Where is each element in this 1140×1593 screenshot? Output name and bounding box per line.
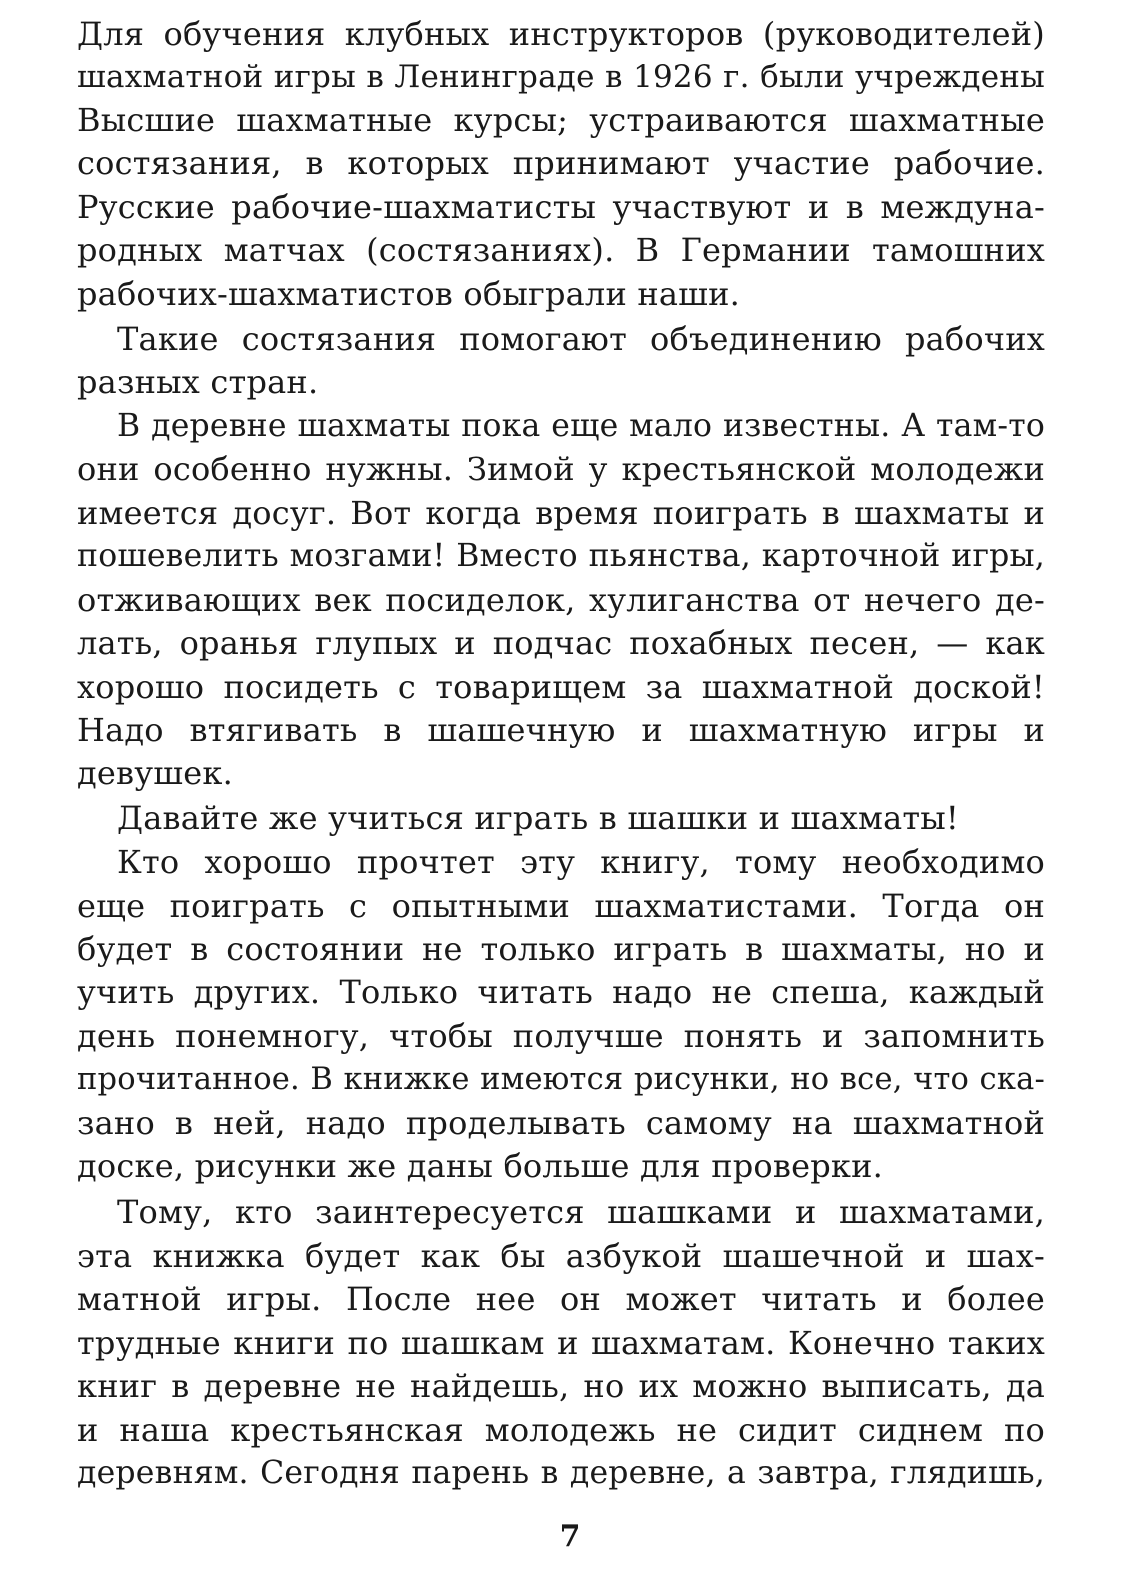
text-line: и наша крестьянская молодежь не сидит сиднем по	[77, 1411, 1045, 1449]
text-line: книг в деревне не найдешь, но их можно выписать, да	[77, 1367, 1045, 1405]
text-line: прочитанное. В книжке имеются рисунки, но все, что ска-	[77, 1062, 1045, 1097]
text-line: деревням. Сегодня парень в деревне, а завтра, глядишь,	[77, 1455, 1045, 1491]
text-line: рабочих-шахматистов обыграли наши.	[77, 275, 741, 313]
text-line: лать, оранья глупых и подчас похабных песен, — как	[77, 624, 1045, 662]
text-line: Кто хорошо прочтет эту книгу, тому необходимо	[117, 843, 1045, 881]
text-line: Такие состязания помогают объединению рабочих	[117, 320, 1045, 358]
text-line: зано в ней, надо проделывать самому на шахматной	[77, 1104, 1045, 1142]
text-line: В деревне шахматы пока еще мало известны. А там-то	[117, 408, 1045, 444]
text-line: отживающих век посиделок, хулиганства от нечего де-	[77, 581, 1045, 619]
text-line: хорошо посидеть с товарищем за шахматной доской!	[77, 668, 1045, 706]
text-line: Русские рабочие-шахматисты участвуют и в междуна-	[77, 188, 1045, 226]
text-line: Высшие шахматные курсы; устраиваются шахматные	[77, 101, 1045, 139]
text-line: будет в состоянии не только играть в шахматы, но и	[77, 930, 1045, 968]
text-line: состязания, в которых принимают участие рабочие.	[77, 144, 1045, 182]
text-line: матной игры. После нее он может читать и более	[77, 1280, 1045, 1318]
text-line: Давайте же учиться играть в шашки и шахматы!	[117, 799, 959, 837]
text-line: эта книжка будет как бы азбукой шашечной и шах-	[77, 1237, 1045, 1275]
text-line: имеется досуг. Вот когда время поиграть в шахматы и	[77, 494, 1045, 532]
text-line: родных матчах (состязаниях). В Германии тамошних	[77, 231, 1045, 269]
text-line: доске, рисунки же даны больше для проверки.	[77, 1147, 884, 1185]
text-line: учить других. Только читать надо не спеша, каждый	[77, 973, 1045, 1011]
text-line: Тому, кто заинтересуется шашками и шахматами,	[117, 1193, 1045, 1231]
text-line: Надо втягивать в шашечную и шахматную игры и	[77, 711, 1045, 749]
text-line: трудные книги по шашкам и шахматам. Конечно таких	[77, 1324, 1045, 1362]
text-line: Для обучения клубных инструкторов (руководителей)	[77, 15, 1045, 53]
text-line: день понемногу, чтобы получше понять и запомнить	[77, 1017, 1045, 1055]
text-line: шахматной игры в Ленинграде в 1926 г. были учреждены	[77, 59, 1045, 95]
text-line: пошевелить мозгами! Вместо пьянства, карточной игры,	[77, 538, 1045, 574]
text-line: разных стран.	[77, 363, 319, 401]
text-line: девушек.	[77, 754, 233, 792]
text-line: они особенно нужны. Зимой у крестьянской молодежи	[77, 450, 1045, 488]
page-number: 7	[559, 1519, 581, 1554]
text-line: еще поиграть с опытными шахматистами. Тогда он	[77, 887, 1045, 925]
